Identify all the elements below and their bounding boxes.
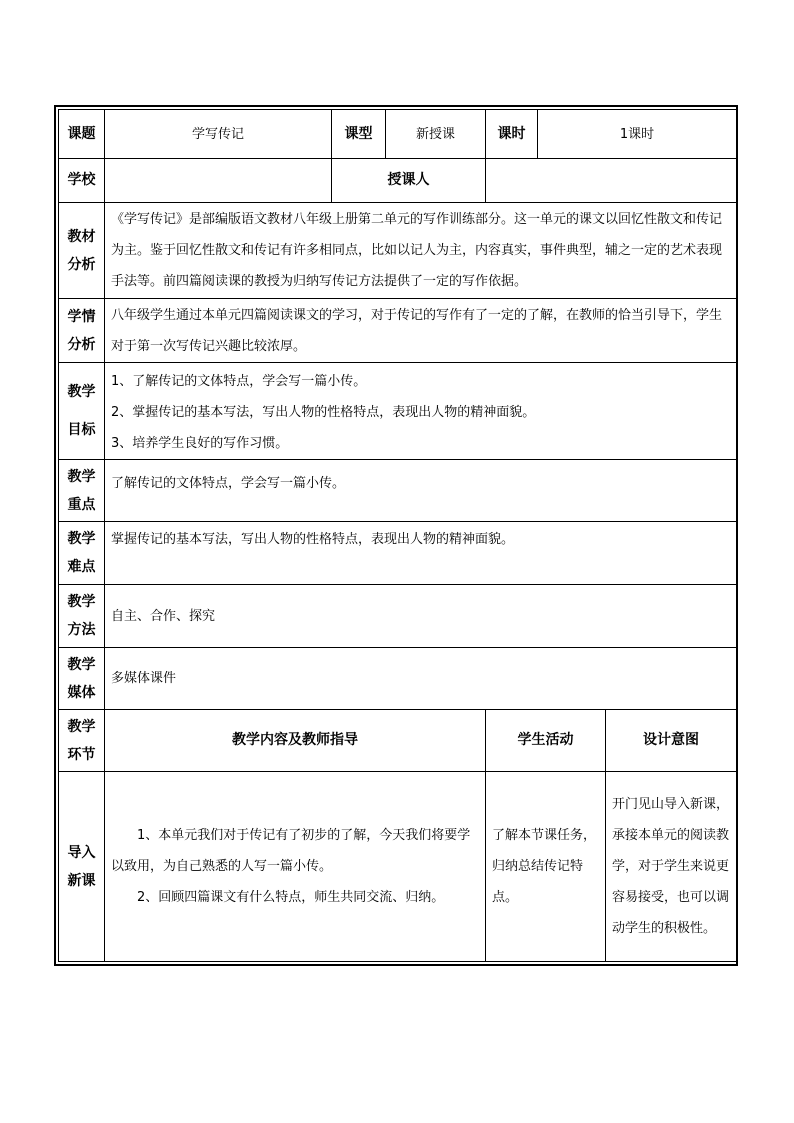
students-label: 学情 分析 xyxy=(59,299,105,363)
process-row-intent: 开门见山导入新课，承接本单元的阅读教学，对于学生来说更容易接受，也可以调动学生的积极性。 xyxy=(606,772,737,962)
key-points-label: 教学 重点 xyxy=(59,460,105,522)
students-row xyxy=(59,299,737,363)
key-points-text: 了解传记的文体特点，学会写一篇小传。 xyxy=(105,460,737,522)
type-label: 课型 xyxy=(332,110,386,159)
methods-label: 教学 方法 xyxy=(59,585,105,648)
process-intent-header: 设计意图 xyxy=(606,710,737,772)
goal-item: 2、掌握传记的基本写法，写出人物的性格特点，表现出人物的精神面貌。 xyxy=(111,405,536,420)
school-value xyxy=(105,159,332,203)
material-label: 教材 分析 xyxy=(59,203,105,299)
difficulties-row xyxy=(59,522,737,585)
process-content-paragraph: 2、回顾四篇课文有什么特点，师生共同交流、归纳。 xyxy=(137,890,445,905)
header-row-school xyxy=(59,159,737,203)
process-activity-header: 学生活动 xyxy=(486,710,606,772)
methods-row xyxy=(59,585,737,648)
school-label: 学校 xyxy=(59,159,105,203)
process-stage-label: 教学 环节 xyxy=(59,710,105,772)
lesson-plan-table xyxy=(58,109,737,962)
students-text: 八年级学生通过本单元四篇阅读课文的学习，对于传记的写作有了一定的了解，在教师的恰当引导下，学生对于第一次写传记兴趣比较浓厚。 xyxy=(105,299,737,363)
type-value: 新授课 xyxy=(386,110,486,159)
hours-value: 1课时 xyxy=(538,110,737,159)
process-row-label: 导入 新课 xyxy=(59,772,105,962)
goals-list xyxy=(105,363,737,460)
process-row-content xyxy=(105,772,486,962)
process-header-row xyxy=(59,710,737,772)
process-content-header: 教学内容及教师指导 xyxy=(105,710,486,772)
teacher-value xyxy=(486,159,737,203)
material-text: 《学写传记》是部编版语文教材八年级上册第二单元的写作训练部分。这一单元的课文以回忆性散文和传记为主。鉴于回忆性散文和传记有许多相同点，比如以记人为主，内容真实，事件典型，辅之一定的艺术表现手法等。前四篇阅读课的教授为归纳写传记方法提供了一定的写作依据。 xyxy=(105,203,737,299)
methods-text: 自主、合作、探究 xyxy=(105,585,737,648)
goal-item: 3、培养学生良好的写作习惯。 xyxy=(111,436,289,451)
lesson-plan-frame xyxy=(54,105,738,966)
difficulties-label: 教学 难点 xyxy=(59,522,105,585)
difficulties-text: 掌握传记的基本写法，写出人物的性格特点，表现出人物的精神面貌。 xyxy=(105,522,737,585)
process-content-paragraph: 1、本单元我们对于传记有了初步的了解，今天我们将要学以致用，为自己熟悉的人写一篇小传。 xyxy=(111,828,471,874)
teacher-label: 授课人 xyxy=(332,159,486,203)
media-text: 多媒体课件 xyxy=(105,648,737,710)
topic-value: 学写传记 xyxy=(105,110,332,159)
media-label: 教学 媒体 xyxy=(59,648,105,710)
key-points-row xyxy=(59,460,737,522)
process-row xyxy=(59,772,737,962)
material-row xyxy=(59,203,737,299)
goal-item: 1、了解传记的文体特点，学会写一篇小传。 xyxy=(111,374,367,389)
topic-label: 课题 xyxy=(59,110,105,159)
header-row-topic xyxy=(59,110,737,159)
goals-label: 教学 目标 xyxy=(59,363,105,460)
goals-row xyxy=(59,363,737,460)
hours-label: 课时 xyxy=(486,110,538,159)
media-row xyxy=(59,648,737,710)
process-row-activity: 了解本节课任务，归纳总结传记特点。 xyxy=(486,772,606,962)
